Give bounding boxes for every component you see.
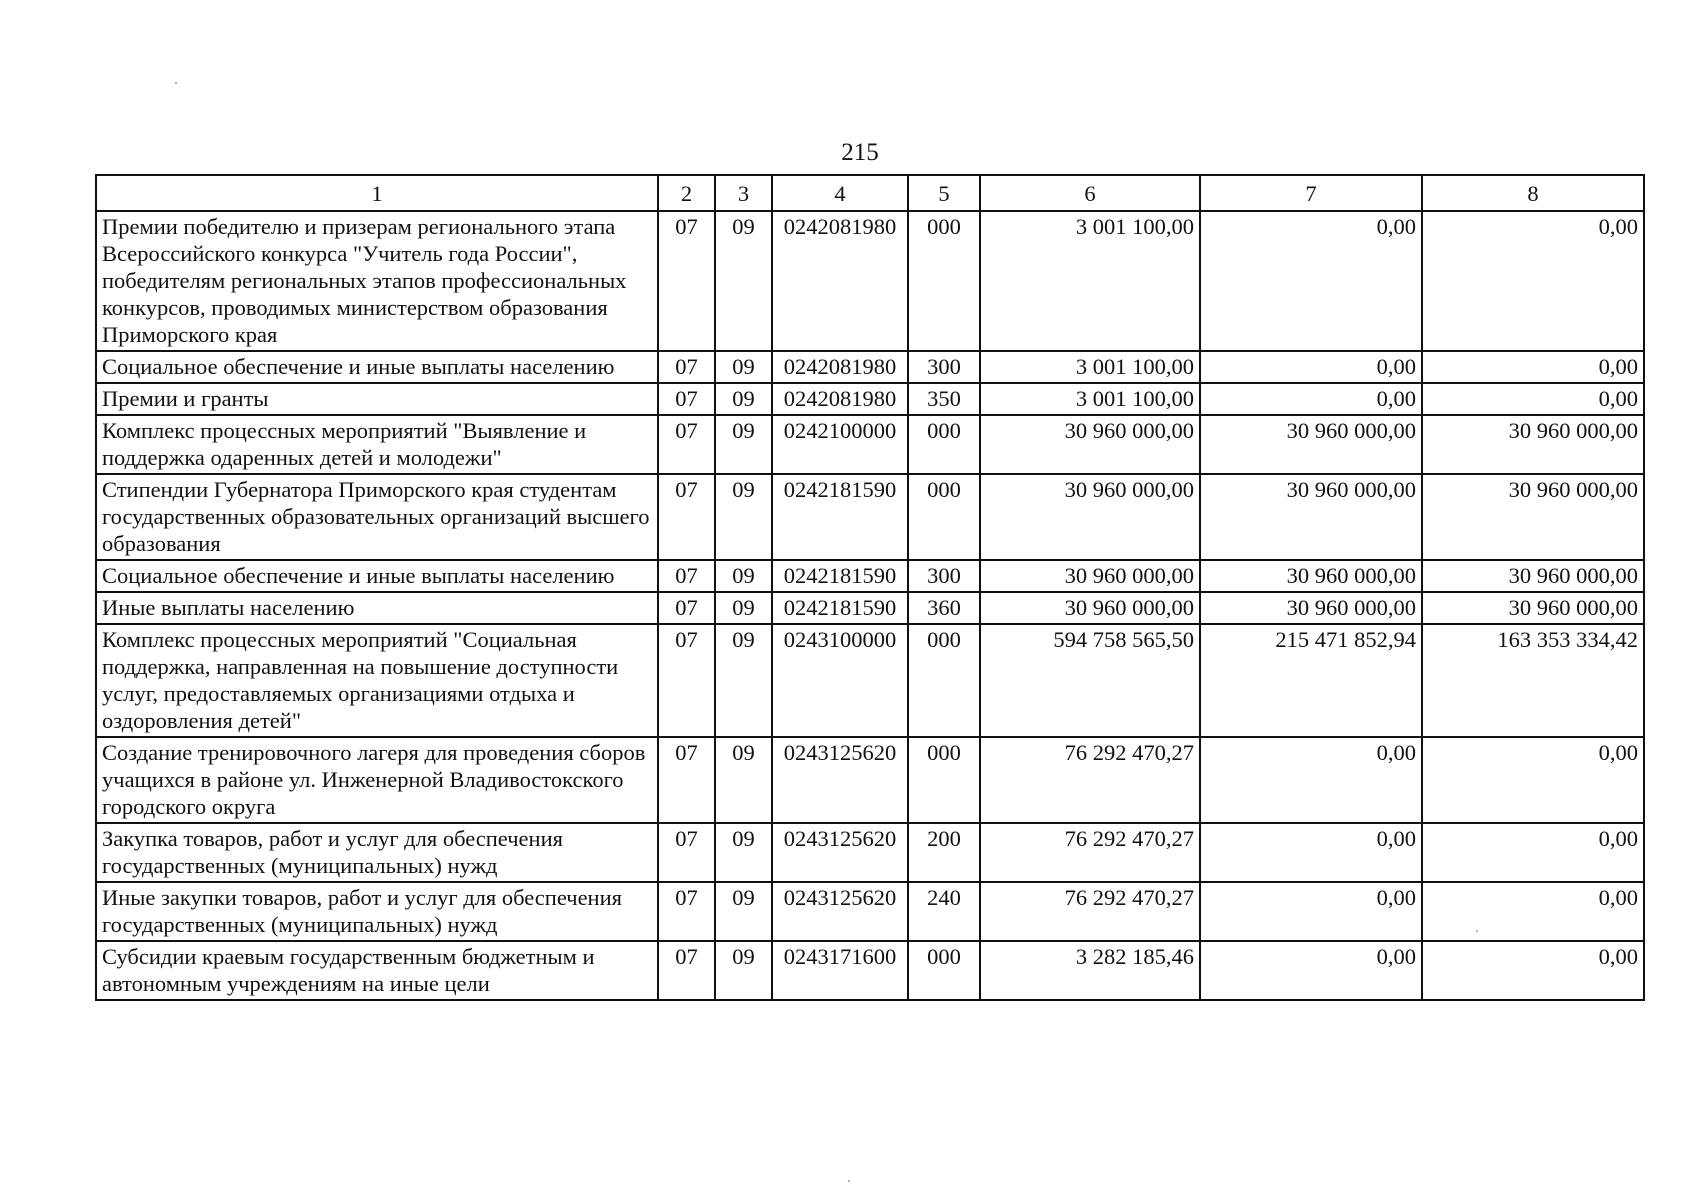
row-amount-3: 30 960 000,00 (1422, 592, 1644, 624)
row-kind-code: 300 (908, 351, 980, 383)
row-name: Субсидии краевым государственным бюджетным и автономным учреждениям на иные цели (96, 941, 658, 1000)
table-row (96, 592, 1644, 624)
row-kind-code: 300 (908, 560, 980, 592)
row-amount-3: 0,00 (1422, 823, 1644, 882)
row-kind-code: 200 (908, 823, 980, 882)
row-subsection: 09 (715, 592, 772, 624)
table-row (96, 882, 1644, 941)
column-header: 4 (772, 175, 908, 211)
row-kind-code: 000 (908, 941, 980, 1000)
row-kind-code: 360 (908, 592, 980, 624)
table-row (96, 415, 1644, 474)
row-target-code: 0242081980 (772, 383, 908, 415)
row-name: Социальное обеспечение и иные выплаты населению (96, 560, 658, 592)
row-amount-2: 30 960 000,00 (1200, 560, 1422, 592)
row-kind-code: 000 (908, 474, 980, 560)
row-kind-code: 240 (908, 882, 980, 941)
table-row (96, 211, 1644, 351)
row-name: Стипендии Губернатора Приморского края студентам государственных образовательных организаций высшего образования (96, 474, 658, 560)
row-subsection: 09 (715, 737, 772, 823)
row-target-code: 0243125620 (772, 823, 908, 882)
row-amount-2: 30 960 000,00 (1200, 415, 1422, 474)
row-amount-3: 30 960 000,00 (1422, 474, 1644, 560)
column-header: 6 (980, 175, 1200, 211)
row-section: 07 (658, 560, 715, 592)
row-subsection: 09 (715, 624, 772, 737)
row-amount-1: 3 001 100,00 (980, 383, 1200, 415)
row-subsection: 09 (715, 941, 772, 1000)
table-row (96, 737, 1644, 823)
row-amount-2: 0,00 (1200, 211, 1422, 351)
row-amount-1: 30 960 000,00 (980, 560, 1200, 592)
row-name: Иные выплаты населению (96, 592, 658, 624)
row-section: 07 (658, 592, 715, 624)
table-row (96, 560, 1644, 592)
row-subsection: 09 (715, 351, 772, 383)
row-section: 07 (658, 941, 715, 1000)
scan-speck (848, 1180, 850, 1182)
row-target-code: 0243100000 (772, 624, 908, 737)
row-amount-3: 0,00 (1422, 882, 1644, 941)
row-name: Премии и гранты (96, 383, 658, 415)
row-amount-1: 30 960 000,00 (980, 592, 1200, 624)
table-row (96, 383, 1644, 415)
row-target-code: 0242181590 (772, 592, 908, 624)
row-target-code: 0243171600 (772, 941, 908, 1000)
column-header: 7 (1200, 175, 1422, 211)
row-name: Иные закупки товаров, работ и услуг для обеспечения государственных (муниципальных) нужд (96, 882, 658, 941)
row-amount-3: 0,00 (1422, 351, 1644, 383)
row-name: Социальное обеспечение и иные выплаты населению (96, 351, 658, 383)
row-subsection: 09 (715, 560, 772, 592)
row-section: 07 (658, 351, 715, 383)
row-amount-2: 0,00 (1200, 383, 1422, 415)
table-row (96, 823, 1644, 882)
row-subsection: 09 (715, 415, 772, 474)
row-amount-2: 0,00 (1200, 882, 1422, 941)
row-kind-code: 350 (908, 383, 980, 415)
row-amount-1: 3 001 100,00 (980, 351, 1200, 383)
row-target-code: 0242100000 (772, 415, 908, 474)
column-header: 8 (1422, 175, 1644, 211)
row-kind-code: 000 (908, 415, 980, 474)
row-section: 07 (658, 882, 715, 941)
row-name: Создание тренировочного лагеря для проведения сборов учащихся в районе ул. Инженерной Владивостокского городского округа (96, 737, 658, 823)
row-amount-3: 30 960 000,00 (1422, 415, 1644, 474)
row-target-code: 0243125620 (772, 737, 908, 823)
row-subsection: 09 (715, 211, 772, 351)
column-header: 1 (96, 175, 658, 211)
row-subsection: 09 (715, 823, 772, 882)
row-target-code: 0242081980 (772, 211, 908, 351)
row-amount-1: 3 282 185,46 (980, 941, 1200, 1000)
row-amount-3: 163 353 334,42 (1422, 624, 1644, 737)
row-subsection: 09 (715, 383, 772, 415)
row-target-code: 0242081980 (772, 351, 908, 383)
row-amount-1: 3 001 100,00 (980, 211, 1200, 351)
row-target-code: 0242181590 (772, 474, 908, 560)
row-amount-1: 76 292 470,27 (980, 882, 1200, 941)
row-amount-1: 76 292 470,27 (980, 737, 1200, 823)
table-row (96, 941, 1644, 1000)
row-name: Комплекс процессных мероприятий "Выявление и поддержка одаренных детей и молодежи" (96, 415, 658, 474)
row-kind-code: 000 (908, 737, 980, 823)
page-number: 215 (841, 139, 879, 166)
column-header: 5 (908, 175, 980, 211)
scan-speck (175, 82, 177, 84)
table-row (96, 474, 1644, 560)
table-row (96, 624, 1644, 737)
row-section: 07 (658, 383, 715, 415)
column-header: 2 (658, 175, 715, 211)
table-row (96, 351, 1644, 383)
row-amount-1: 30 960 000,00 (980, 415, 1200, 474)
row-section: 07 (658, 737, 715, 823)
row-subsection: 09 (715, 474, 772, 560)
row-target-code: 0243125620 (772, 882, 908, 941)
row-section: 07 (658, 211, 715, 351)
budget-table (95, 174, 1645, 1001)
row-subsection: 09 (715, 882, 772, 941)
row-section: 07 (658, 474, 715, 560)
header-row (96, 175, 1644, 211)
row-amount-1: 76 292 470,27 (980, 823, 1200, 882)
row-kind-code: 000 (908, 624, 980, 737)
row-amount-2: 0,00 (1200, 941, 1422, 1000)
row-amount-2: 30 960 000,00 (1200, 592, 1422, 624)
row-section: 07 (658, 415, 715, 474)
row-amount-1: 594 758 565,50 (980, 624, 1200, 737)
column-header: 3 (715, 175, 772, 211)
row-name: Закупка товаров, работ и услуг для обеспечения государственных (муниципальных) нужд (96, 823, 658, 882)
row-name: Премии победителю и призерам регионального этапа Всероссийского конкурса "Учитель года России", победителям региональных этапов профессиональных конкурсов, проводимых министерством образования Приморского края (96, 211, 658, 351)
row-amount-3: 0,00 (1422, 211, 1644, 351)
row-amount-3: 0,00 (1422, 941, 1644, 1000)
row-amount-1: 30 960 000,00 (980, 474, 1200, 560)
row-amount-2: 215 471 852,94 (1200, 624, 1422, 737)
row-amount-3: 0,00 (1422, 383, 1644, 415)
row-amount-2: 0,00 (1200, 351, 1422, 383)
row-amount-2: 0,00 (1200, 737, 1422, 823)
row-name: Комплекс процессных мероприятий "Социальная поддержка, направленная на повышение доступности услуг, предоставляемых организациями отдыха и оздоровления детей" (96, 624, 658, 737)
row-amount-3: 0,00 (1422, 737, 1644, 823)
row-kind-code: 000 (908, 211, 980, 351)
row-target-code: 0242181590 (772, 560, 908, 592)
row-section: 07 (658, 823, 715, 882)
row-section: 07 (658, 624, 715, 737)
row-amount-3: 30 960 000,00 (1422, 560, 1644, 592)
row-amount-2: 0,00 (1200, 823, 1422, 882)
row-amount-2: 30 960 000,00 (1200, 474, 1422, 560)
